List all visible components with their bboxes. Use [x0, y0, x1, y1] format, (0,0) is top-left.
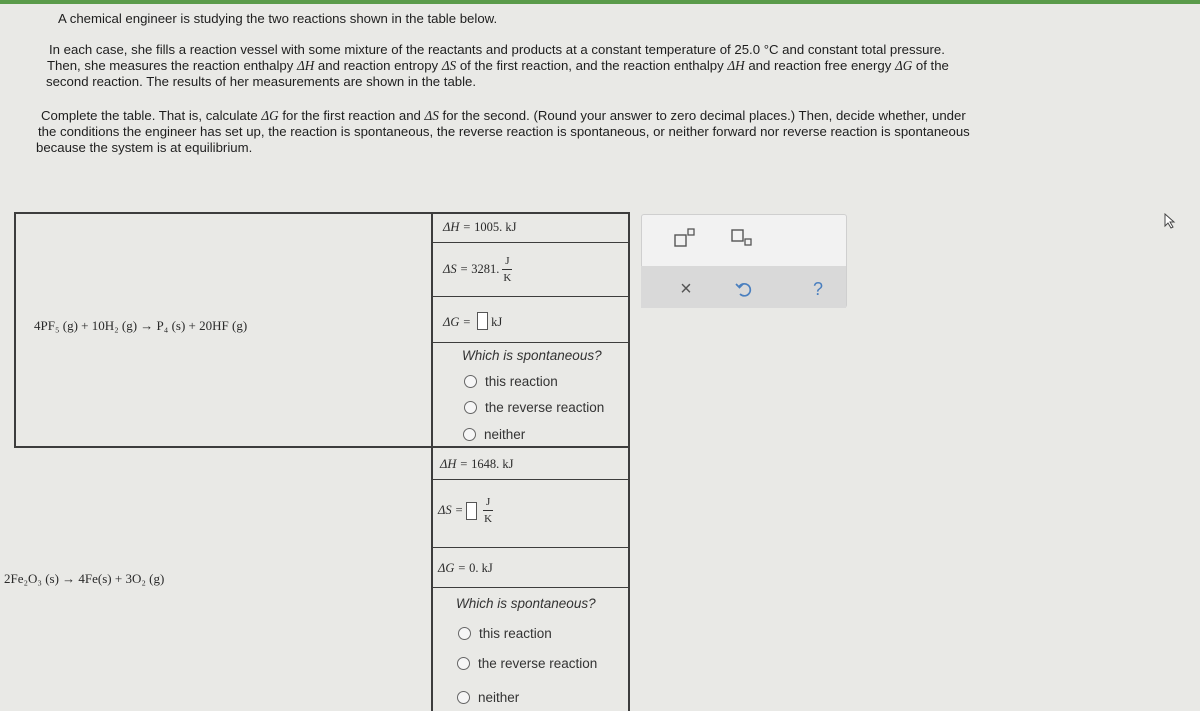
- top-accent-bar: [0, 0, 1200, 4]
- intro-line-4: second reaction. The results of her measurements are shown in the table.: [46, 74, 477, 89]
- reaction-2-equation: 2Fe₂O₃ (s) → 4Fe(s) + 3O₂ (g): [4, 571, 165, 586]
- row-line: [431, 479, 629, 480]
- radio-button[interactable]: [463, 428, 476, 441]
- table-border-top: [14, 212, 629, 214]
- reaction-1-equation: 4PF₅ (g) + 10H₂ (g) → P₄ (s) + 20HF (g): [34, 318, 248, 333]
- reaction-2-question: Which is spontaneous?: [456, 596, 596, 611]
- reaction-1-option-neither[interactable]: neither: [463, 427, 525, 442]
- intro-line-3: Then, she measures the reaction enthalpy ΔH and reaction entropy ΔS of the first reaction, and the reaction enthalpy ΔH and reaction free energy ΔG of the: [47, 58, 949, 73]
- superscript-button[interactable]: [670, 224, 700, 252]
- reaction-2-enthalpy: ΔH = 1648. kJ: [440, 457, 514, 471]
- intro-line-1: A chemical engineer is studying the two reactions shown in the table below.: [58, 11, 498, 26]
- help-icon: ?: [812, 278, 823, 299]
- radio-button[interactable]: [464, 375, 477, 388]
- reaction-2-entropy: ΔS = $\frac{J}{K}$: [438, 496, 493, 525]
- row-line: [431, 547, 629, 548]
- reaction-1-free-energy: ΔG = kJ: [443, 312, 502, 330]
- delta-s-answer-input[interactable]: [466, 502, 477, 520]
- table-reaction-separator: [14, 446, 629, 448]
- mouse-cursor-icon: [1163, 213, 1177, 229]
- subscript-button[interactable]: [727, 224, 757, 252]
- reaction-1-question: Which is spontaneous?: [462, 348, 602, 363]
- reaction-2-free-energy: ΔG = 0. kJ: [438, 561, 493, 575]
- undo-button[interactable]: [729, 275, 759, 303]
- reaction-1-option-this[interactable]: this reaction: [464, 374, 558, 389]
- radio-button[interactable]: [457, 691, 470, 704]
- row-line: [431, 242, 629, 243]
- reaction-1-enthalpy: ΔH = 1005. kJ: [443, 220, 517, 234]
- reaction-2-option-reverse[interactable]: the reverse reaction: [457, 656, 597, 671]
- subscript-icon: [730, 227, 754, 249]
- reaction-1-option-reverse[interactable]: the reverse reaction: [464, 400, 604, 415]
- help-button[interactable]: [803, 275, 833, 303]
- instructions-line-1: Complete the table. That is, calculate ΔG for the first reaction and ΔS for the second. (Round your answer to zero decimal places.) Then, decide whether, under: [41, 108, 966, 123]
- instructions-line-3: because the system is at equilibrium.: [36, 140, 253, 155]
- table-border-left: [14, 212, 16, 446]
- intro-line-2: In each case, she fills a reaction vessel with some mixture of the reactants and products at a constant temperature of 25.0 °C and constant total pressure.: [49, 42, 945, 57]
- reaction-2-option-neither[interactable]: neither: [457, 690, 519, 705]
- instructions-line-2: the conditions the engineer has set up, the reaction is spontaneous, the reverse reaction is spontaneous, or neither forward nor reverse reaction is spontaneous: [38, 124, 970, 139]
- radio-button[interactable]: [457, 657, 470, 670]
- row-line: [431, 587, 629, 588]
- row-line: [431, 342, 629, 343]
- radio-button[interactable]: [458, 627, 471, 640]
- row-line: [431, 296, 629, 297]
- close-icon: ×: [680, 277, 692, 300]
- reaction-2-option-this[interactable]: this reaction: [458, 626, 552, 641]
- reaction-1-entropy: ΔS = 3281. $\frac{J}{K}$: [443, 255, 512, 284]
- undo-icon: [735, 280, 753, 298]
- clear-button[interactable]: [671, 275, 701, 303]
- radio-button[interactable]: [464, 401, 477, 414]
- delta-g-answer-input[interactable]: [477, 312, 488, 330]
- table-divider-vertical: [431, 212, 433, 711]
- superscript-icon: [673, 227, 697, 249]
- table-border-right: [628, 212, 630, 711]
